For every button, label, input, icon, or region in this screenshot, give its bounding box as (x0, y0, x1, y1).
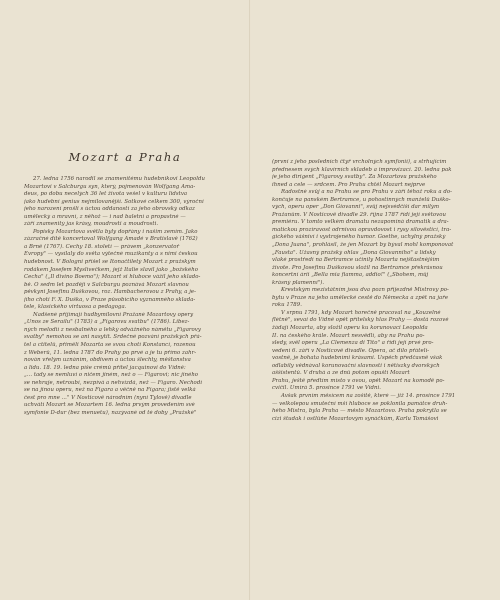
text-line: zázračné dítě koncertoval Wolfgang Amadé v Bratislavě (1762) (24, 236, 198, 243)
text-line: jeho narození prošli s úctou oddaností za jeho obrovský odkaz (24, 206, 195, 213)
text-line: Prahu, ještě předtím místo v ovou, opět Mozart na komodě po- (272, 377, 445, 384)
text-line: Mozartovi v Salcburgu syn, který, pojmenován Wolfgang Ama- (24, 183, 196, 190)
text-line: odlabily vědnával korunovační slavnosti i nětiszky dvorských (272, 362, 440, 369)
text-line: ihned a cele — srdcem. Pro Prahu chtěl Mozart nejprve (272, 181, 426, 188)
text-line: vých, operu oper „Don Giovanni", svůj nejsvédčiší dar milým (272, 204, 440, 211)
text-line: cizi študak i ostlůňe Mozartovým synáčkům, Karlu Tomášovi (272, 415, 439, 422)
text-line: nován vřelým uznáním, obdivem a úctou šlechty, měšťanstva (24, 357, 191, 364)
text-line: premiéru. V tomto velkém dramatu nezapomíná dramatik a dra- (272, 219, 449, 226)
text-line: bě. O sedm let později v Salcburgu poznává Mozart slavnou (24, 281, 189, 288)
text-line: „... tady se nemluví o ničem jiném, než o — Figarovi; nic jiného (24, 372, 199, 379)
text-line: „Fausta". Úžasný pražský ohlas „Dona Giovanniho" a lidský (272, 249, 436, 256)
text-line: a lidu. 18. 19. ledna píše crémů přítel jacquinovi do Vídně: (24, 364, 186, 371)
text-line: — velkolepou smuteční mší hluboce se poklonila památce druh- (272, 400, 448, 407)
right-page (250, 0, 500, 600)
text-line: a Brně (1767). Čechy 18. století — právem „konzervatoř (24, 243, 180, 250)
left-page-text (24, 176, 224, 418)
text-line: je jeho dirigent „Figarovy svatby". Za Mozartovu pražského (272, 174, 437, 181)
text-line: aššistentů. V druhá a ze dnů potom opuští Mozart (272, 370, 410, 377)
text-line: gického vášniví i vystrojeného humor. Goethe, uchylný pražský (272, 234, 446, 241)
text-line: jako hudební genius nejmilovanější. Sotkové celkem 300, výroční (24, 198, 204, 205)
text-line: 27. ledna 1756 narodil se znamenitému hudebníkovi Leopoldu (33, 176, 205, 182)
text-line: svatby" nemohou se ani nasytit. Srdečné pozvání pražských přá- (24, 334, 202, 341)
text-line: flétně", sevai do Vídně opět přítelský hlas Prahy — dostá rozové (272, 317, 449, 324)
text-line: vedení 6. září v Nosticově divadle. Opera, ač dílo přátelí- (272, 347, 430, 354)
text-line: se na jinou operu, než na Figara a věčně na Figara; jistě velká (24, 387, 196, 394)
text-line: vlaké prostředí na Bertramce učinily Mozarta nejšťastnějším (272, 257, 440, 264)
text-line: žádají Mozarta, aby složil operu ku korunovaci Leopolda (272, 325, 428, 332)
text-line: tele, klasického virtuosa a pedagoga. (24, 304, 127, 311)
text-line: symfonie D-dur (bez menuetu), nazývané od té doby „Pražské" (24, 409, 197, 416)
text-line: (první z jeho posledních čtyř vrcholných symfonií), a strhujícím (272, 159, 447, 165)
text-line: uchvátí Mozart se Mozartem 16. ledna prvým provedením své (24, 402, 195, 409)
text-line: koncertní árii „Bella mia fiamma, addio!" („Sbohem, můj (272, 272, 429, 279)
text-line: hudebnost. V Bologni přišel se Itonačtiletý Mozart z pražským (24, 259, 196, 266)
text-line: II. na českého krále. Mozart nesvědlí, aby na Prahu po- (272, 332, 425, 339)
text-line: Čecha" („Il divino Boemo"); Mozart si hluboce vážil jeho sklado- (24, 274, 201, 281)
text-line: Evropy" — vysílaly do světa výtečné muzikanty a s nimi českou (24, 251, 198, 258)
text-line: roku 1789. (272, 302, 302, 309)
text-line: „Únos ze Serailu" (1783) a „Figarovu svatbu" (1786). Libez- (24, 319, 190, 326)
text-line: pěvkyni Josefinu Duškovou, roz. Hambacherovou z Prahy, a je- (24, 289, 196, 296)
text-line: jího choti F. X. Duška, v Praze působícího významného sklada- (24, 296, 196, 303)
text-line: krásný plamenní"). (272, 279, 325, 286)
text-line: Pražanům. V Nosticově divadle 29. října 1787 řídí její světovou (272, 211, 446, 218)
text-line: Popisky Mozartova světla byly dopřány i našim zemím. Jako (33, 228, 198, 235)
text-line: z Weberů, 11. ledna 1787 do Prahy po prvé a je tu přímo zahr- (24, 349, 197, 356)
text-line: končuje na panském Bertramce, u pohostinných manželů Duško- (272, 196, 451, 203)
text-line: září znamenitý jas krásy, moudrosti a moudrosti. (24, 221, 159, 228)
text-line: Avšak prvním měsícem na zošítě, které — již 14. prosince 1791 (281, 392, 456, 399)
text-line: Radostné svůj a na Prahu se pro Prahu v září téhož roku a do- (281, 189, 452, 196)
text-line: matickou prozíravost odrnivou opravdovost i rysy silověsticí, tra- (272, 226, 452, 233)
article-title: Mozart a Praha (68, 150, 182, 164)
text-line: cvičil. Umírá 5. prosince 1791 ve Vídni. (272, 385, 381, 392)
text-line: bytu v Praze na jeho umělecké cestě do Německa a zpět na jaře (272, 294, 449, 301)
text-line: se nehraje, netroubí, nezpívá a nehvízdá, než — Figaro. Nechodí (24, 379, 203, 386)
text-line: umělecký a mravní, z něhož — i nad baletní a propastné — (24, 213, 186, 220)
text-line: hého Mistra, byla Praha — město Mozartovo. Praha pokrytla se (272, 408, 447, 415)
text-line: vostně, je bohata hudebními krásami. Úspěch předčasně však (272, 355, 443, 362)
text-line: rodákem Josefem Myslivečkem, jejž Italie slavil jako „božského (24, 266, 199, 273)
right-page-text (272, 159, 482, 423)
text-line: deus, po dobu necelých 36 let života vešel v kulturu lidstva (24, 191, 188, 198)
text-line: Nadšené přijímají hudbymilovní Pražané Mozartovy opery (33, 311, 194, 318)
text-line: čest pro mne ..." V Nosticově národním (nyní Tylově) divadle (24, 394, 192, 401)
text-line: V srpnu 1791, kdy Mozart horečně pracoval na „Kouzelné (281, 309, 441, 316)
text-line: tel a ctitelů, přiměli Mozarta se svou chotí Konstancí, rozenou (24, 342, 196, 349)
text-line: živote. Pro Josefinu Duškovou složil na Bertramce překrásnou (272, 264, 443, 271)
text-line: sledy, svěl operu „La Clemenza di Tito" a řídí její prvé pro- (272, 340, 434, 347)
text-line: ných melodií z nesbalného a lehký odvážného námětu „Figarovy (24, 326, 201, 333)
text-line: Krestským mezistátním jsou dva pozn přijezdně Mistrovy po- (281, 287, 449, 294)
text-line: přednesem svých klavírních skladeb a improvizací. 20. ledna pak (272, 166, 452, 173)
text-line: „Dona Juana", prohlásil, že jen Mozart by býval mohl komponovat (272, 242, 454, 249)
